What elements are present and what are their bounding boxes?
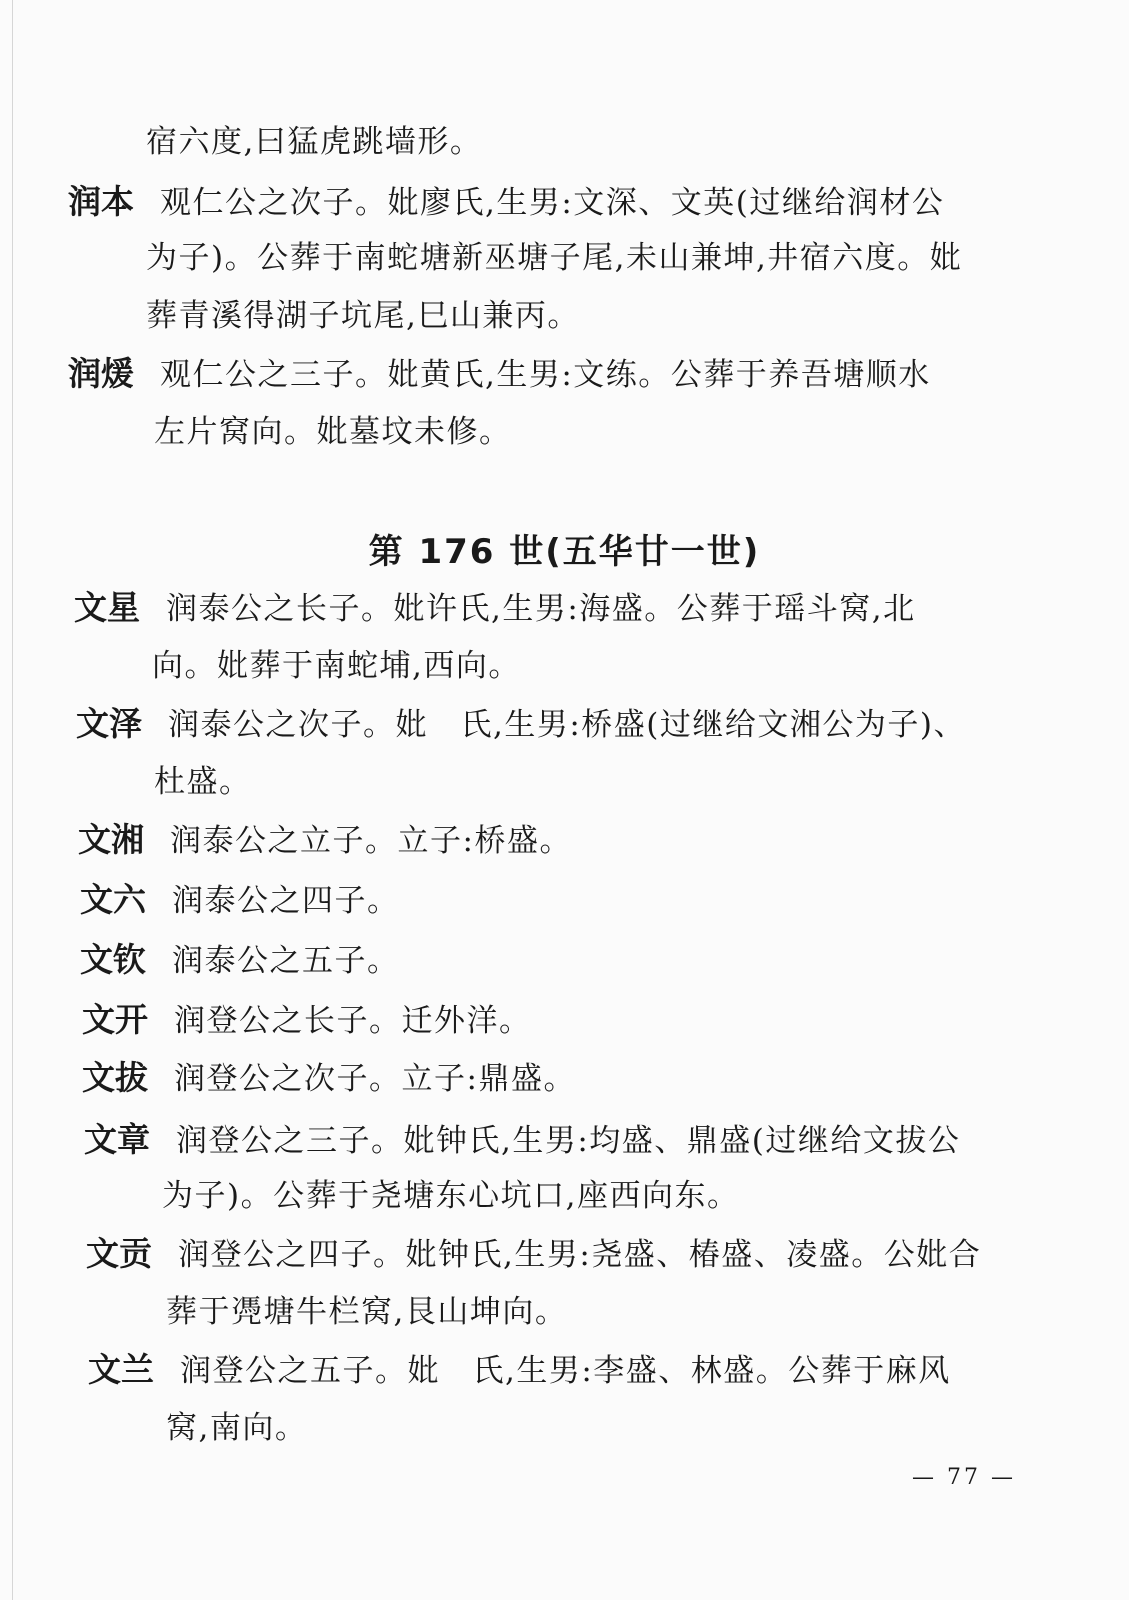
entry-text: 润泰公之四子。 <box>172 883 400 919</box>
scan-margin-line <box>12 0 13 1600</box>
entry-line-cont: 左片窝向。妣墓坟未修。 <box>154 414 512 450</box>
entry-line-first <box>74 588 916 629</box>
entry-name: 文章 <box>84 1120 150 1159</box>
entry-text: 润泰公之立子。立子:桥盛。 <box>170 823 572 859</box>
entry-text: 润登公之次子。立子:鼎盛。 <box>174 1061 576 1097</box>
entry-line-first <box>86 1234 981 1275</box>
entry-name: 文钦 <box>80 940 146 979</box>
entry-line-cont: 杜盛。 <box>154 764 252 800</box>
entry-text: 润登公之三子。妣钟氏,生男:均盛、鼎盛(过继给文拔公 <box>176 1123 961 1159</box>
entry-line-first <box>68 182 944 223</box>
entry-text: 润泰公之次子。妣 氏,生男:桥盛(过继给文湘公为子)、 <box>168 707 966 743</box>
intro-line: 宿六度,曰猛虎跳墙形。 <box>146 124 483 160</box>
entry-line-cont: 向。妣葬于南蛇埔,西向。 <box>152 648 521 684</box>
entry-line-first <box>76 704 966 745</box>
entry-text: 润泰公之五子。 <box>172 943 400 979</box>
entry-line-cont: 为子)。公葬于尧塘东心坑口,座西向东。 <box>162 1178 740 1214</box>
entry-line-first <box>88 1350 951 1391</box>
entry-line-first <box>84 1120 960 1161</box>
entry-name: 文兰 <box>88 1350 154 1389</box>
entry-name: 文开 <box>82 1000 148 1039</box>
entry-name: 润本 <box>68 182 134 221</box>
entry-name: 润煖 <box>68 354 134 393</box>
entry-line-first <box>80 880 400 921</box>
entry-name: 文湘 <box>78 820 144 859</box>
entry-text: 观仁公之三子。妣黄氏,生男:文练。公葬于养吾塘顺水 <box>160 357 931 393</box>
entry-text: 润登公之四子。妣钟氏,生男:尧盛、椿盛、凌盛。公妣合 <box>178 1237 982 1273</box>
entry-line-first <box>82 1000 532 1041</box>
entry-line-cont: 为子)。公葬于南蛇塘新巫塘子尾,未山兼坤,井宿六度。妣 <box>146 240 963 276</box>
entry-line-first <box>82 1058 576 1099</box>
entry-name: 文贡 <box>86 1234 152 1273</box>
entry-name: 文拔 <box>82 1058 148 1097</box>
entry-line-cont: 窝,南向。 <box>166 1410 308 1446</box>
entry-text: 润登公之五子。妣 氏,生男:李盛、林盛。公葬于麻风 <box>180 1353 951 1389</box>
entry-text: 润泰公之长子。妣许氏,生男:海盛。公葬于瑶斗窝,北 <box>166 591 916 627</box>
entry-name: 文星 <box>74 588 140 627</box>
entry-line-first <box>78 820 572 861</box>
entry-line-cont: 葬青溪得湖子坑尾,巳山兼丙。 <box>146 298 580 334</box>
entry-line-first <box>68 354 931 395</box>
entry-name: 文泽 <box>76 704 142 743</box>
entry-name: 文六 <box>80 880 146 919</box>
entry-line-first <box>80 940 400 981</box>
page-number: — 77 — <box>912 1465 1016 1490</box>
section-heading: 第 176 世(五华廿一世) <box>368 532 761 572</box>
entry-text: 润登公之长子。迁外洋。 <box>174 1003 532 1039</box>
entry-line-cont: 葬于凴塘牛栏窝,艮山坤向。 <box>166 1294 568 1330</box>
entry-text: 观仁公之次子。妣廖氏,生男:文深、文英(过继给润材公 <box>160 185 945 221</box>
